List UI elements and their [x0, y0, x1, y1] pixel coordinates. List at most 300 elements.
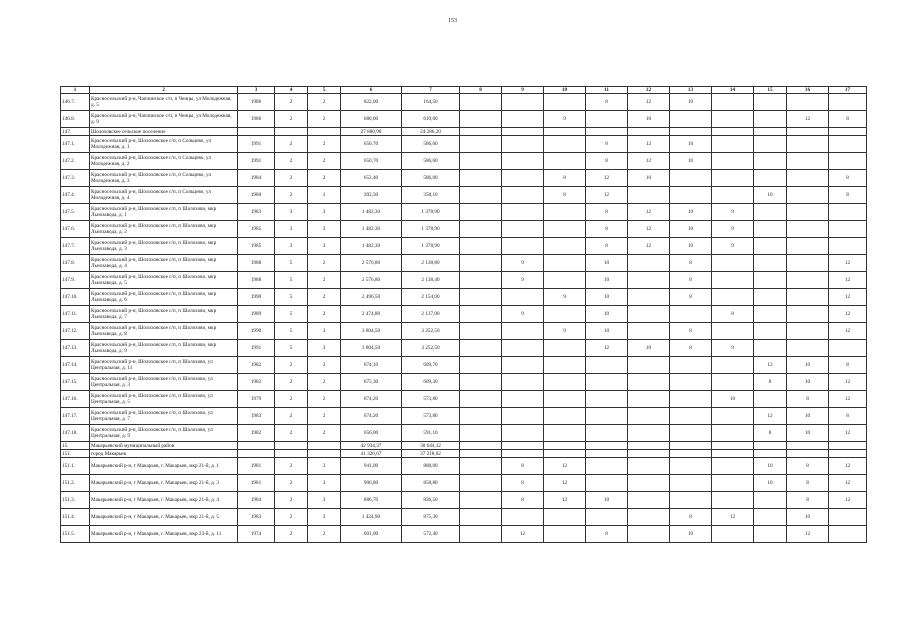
row-cell: 8	[787, 458, 829, 475]
column-header: 15	[754, 87, 787, 94]
row-cell	[628, 391, 670, 408]
row-cell	[460, 357, 502, 374]
table-row	[61, 128, 867, 136]
row-cell: 9	[712, 221, 754, 238]
row-cell: 906,80	[341, 475, 402, 492]
row-cell	[829, 94, 867, 111]
row-cell: 1983	[238, 408, 275, 425]
row-cell: 10	[670, 136, 712, 153]
row-address: город Макарьев	[90, 450, 238, 458]
row-address: Красносельский р-н, Шолоховское с/п, п Сольцево, ул Молодежная, д. 4	[90, 187, 238, 204]
row-cell	[829, 509, 867, 526]
row-number: 147.14.	[61, 357, 90, 374]
row-cell: 609,70	[402, 357, 460, 374]
row-cell: 1979	[238, 391, 275, 408]
row-cell	[712, 111, 754, 128]
row-address: Макарьевский муниципальный район	[90, 442, 238, 450]
row-number: 151.5.	[61, 526, 90, 543]
row-cell: 8	[670, 255, 712, 272]
row-cell	[754, 492, 787, 509]
row-cell	[787, 204, 829, 221]
column-header: 11	[586, 87, 628, 94]
row-number: 151.	[61, 450, 90, 458]
row-cell	[238, 450, 275, 458]
row-cell: 1	[308, 187, 341, 204]
row-address: Красносельский р-н, Чаплинское с/п, п Ченцы, ул Молодежная, д. 9	[90, 111, 238, 128]
row-cell	[460, 187, 502, 204]
row-cell	[829, 238, 867, 255]
row-cell: 10	[586, 255, 628, 272]
row-cell	[460, 272, 502, 289]
row-cell: 2	[308, 153, 341, 170]
row-cell: 650,70	[341, 153, 402, 170]
row-cell: 12	[628, 238, 670, 255]
row-cell: 392,30	[341, 187, 402, 204]
row-cell: 10	[586, 492, 628, 509]
row-cell: 8	[586, 238, 628, 255]
row-cell	[787, 136, 829, 153]
row-cell: 12	[787, 526, 829, 543]
row-cell	[712, 323, 754, 340]
row-cell: 3	[308, 204, 341, 221]
row-cell	[502, 111, 544, 128]
row-cell	[628, 323, 670, 340]
row-cell: 10	[586, 323, 628, 340]
row-cell: 12	[829, 475, 867, 492]
row-cell	[787, 255, 829, 272]
row-number: 147.9.	[61, 272, 90, 289]
row-cell	[502, 94, 544, 111]
row-number: 147.1.	[61, 136, 90, 153]
row-cell: 1986	[238, 111, 275, 128]
row-cell: 10	[586, 306, 628, 323]
row-cell: 41 326,67	[341, 450, 402, 458]
row-cell	[308, 128, 341, 136]
row-cell: 3	[308, 492, 341, 509]
row-number: 147.7.	[61, 238, 90, 255]
row-cell: 2 576,80	[341, 255, 402, 272]
row-cell: 8	[670, 509, 712, 526]
row-cell: 8	[670, 272, 712, 289]
row-cell: 2	[275, 94, 308, 111]
row-cell: 680,00	[341, 111, 402, 128]
row-cell	[712, 450, 754, 458]
row-cell	[754, 204, 787, 221]
row-cell: 656,00	[341, 425, 402, 442]
row-cell: 1984	[238, 170, 275, 187]
row-cell: 38 644,12	[402, 442, 460, 450]
row-cell	[544, 153, 586, 170]
row-cell	[712, 187, 754, 204]
row-number: 147.5.	[61, 204, 90, 221]
row-cell: 2	[275, 425, 308, 442]
row-address: Макарьевский р-н, г Макарьев, г. Макарьев, мкр 21-й, д. 1	[90, 458, 238, 475]
row-cell	[460, 153, 502, 170]
row-cell	[712, 408, 754, 425]
row-cell: 10	[670, 204, 712, 221]
row-cell: 2	[275, 475, 308, 492]
row-cell	[754, 111, 787, 128]
row-cell	[628, 289, 670, 306]
row-cell: 8	[544, 187, 586, 204]
row-cell: 24 286,20	[402, 128, 460, 136]
row-cell	[712, 475, 754, 492]
row-cell: 2	[308, 94, 341, 111]
row-cell	[754, 306, 787, 323]
table-row	[61, 153, 867, 170]
row-cell	[754, 272, 787, 289]
row-cell: 591,10	[402, 425, 460, 442]
table-row	[61, 374, 867, 391]
column-header: 8	[460, 87, 502, 94]
row-cell: 12	[502, 526, 544, 543]
row-address: Красносельский р-н, Шолоховское с/п, п Шолохово, ул Центральная, д. 3	[90, 374, 238, 391]
row-cell: 675,30	[341, 374, 402, 391]
row-cell: 12	[829, 492, 867, 509]
row-address: Макарьевский р-н, г Макарьев, г. Макарьев, мкр 21-й, д. 4	[90, 492, 238, 509]
table-row	[61, 492, 867, 509]
row-cell: 822,00	[341, 94, 402, 111]
table-row	[61, 442, 867, 450]
row-cell: 8	[829, 357, 867, 374]
row-cell	[586, 374, 628, 391]
row-cell	[460, 442, 502, 450]
row-cell: 27 880,90	[341, 128, 402, 136]
row-cell: 674,20	[341, 408, 402, 425]
row-cell: 2	[308, 255, 341, 272]
row-cell: 2	[275, 187, 308, 204]
table-row	[61, 458, 867, 475]
table-row	[61, 111, 867, 128]
row-cell	[460, 111, 502, 128]
row-cell: 42 934,37	[341, 442, 402, 450]
row-cell: 12	[544, 458, 586, 475]
column-header: 1	[61, 87, 90, 94]
row-cell	[586, 128, 628, 136]
row-cell	[460, 425, 502, 442]
row-cell	[460, 289, 502, 306]
row-cell	[586, 408, 628, 425]
row-cell: 941,00	[341, 458, 402, 475]
row-cell: 1990	[238, 323, 275, 340]
row-cell	[544, 128, 586, 136]
row-cell: 2	[308, 374, 341, 391]
row-cell: 8	[586, 136, 628, 153]
row-cell	[502, 170, 544, 187]
row-cell: 37 218,02	[402, 450, 460, 458]
row-cell	[670, 391, 712, 408]
row-number: 147.4.	[61, 187, 90, 204]
row-cell: 3	[275, 204, 308, 221]
row-cell: 2	[275, 374, 308, 391]
row-cell: 2 474,80	[341, 306, 402, 323]
row-cell	[628, 357, 670, 374]
page-number: 153	[448, 18, 457, 24]
row-cell	[670, 450, 712, 458]
row-cell: 8	[670, 289, 712, 306]
row-cell: 5	[275, 306, 308, 323]
row-cell: 2 576,80	[341, 272, 402, 289]
row-address: Красносельский р-н, Шолоховское с/п, п Шолохово, мкр Льнозавода, д. 2	[90, 221, 238, 238]
table-row	[61, 187, 867, 204]
row-cell: 2	[308, 425, 341, 442]
row-cell: 1983	[238, 509, 275, 526]
row-cell	[829, 136, 867, 153]
row-cell	[544, 526, 586, 543]
row-cell: 674,20	[341, 391, 402, 408]
row-cell	[502, 136, 544, 153]
column-header: 12	[628, 87, 670, 94]
row-cell	[754, 391, 787, 408]
row-cell: 888,00	[402, 458, 460, 475]
row-cell: 12	[829, 272, 867, 289]
row-cell: 8	[829, 187, 867, 204]
column-header: 13	[670, 87, 712, 94]
row-cell: 858,80	[402, 475, 460, 492]
row-cell	[712, 374, 754, 391]
row-cell: 1991	[238, 340, 275, 357]
row-cell: 12	[829, 374, 867, 391]
row-cell: 1974	[238, 526, 275, 543]
row-cell	[670, 170, 712, 187]
row-cell	[628, 255, 670, 272]
row-cell	[460, 221, 502, 238]
row-cell: 164,50	[402, 94, 460, 111]
row-cell	[628, 458, 670, 475]
row-number: 151.1.	[61, 458, 90, 475]
row-cell	[787, 187, 829, 204]
row-cell: 10	[754, 475, 787, 492]
row-cell: 3	[308, 458, 341, 475]
row-address: Шолоховское сельское поселение	[90, 128, 238, 136]
row-cell: 2 154,00	[402, 289, 460, 306]
row-cell: 1981	[238, 475, 275, 492]
row-cell: 609,30	[402, 374, 460, 391]
row-cell: 572,40	[402, 526, 460, 543]
row-cell	[502, 238, 544, 255]
table-row	[61, 238, 867, 255]
column-header: 7	[402, 87, 460, 94]
row-cell	[544, 374, 586, 391]
row-cell	[544, 94, 586, 111]
row-cell: 5	[275, 340, 308, 357]
header-row	[61, 87, 867, 94]
row-cell: 5	[275, 323, 308, 340]
row-cell: 12	[628, 221, 670, 238]
row-number: 151.4.	[61, 509, 90, 526]
row-cell: 2	[275, 136, 308, 153]
row-cell: 650,70	[341, 136, 402, 153]
row-cell: 2	[308, 170, 341, 187]
row-number: 147.	[61, 128, 90, 136]
row-cell	[829, 221, 867, 238]
row-cell: 8	[544, 170, 586, 187]
row-cell	[460, 458, 502, 475]
row-cell: 3	[308, 509, 341, 526]
row-address: Красносельский р-н, Шолоховское с/п, п Сольцево, ул Молодежная, д. 1	[90, 136, 238, 153]
row-cell	[544, 509, 586, 526]
row-cell: 12	[628, 153, 670, 170]
row-cell	[460, 340, 502, 357]
column-header: 17	[829, 87, 867, 94]
row-cell	[787, 221, 829, 238]
row-cell	[586, 458, 628, 475]
row-cell	[754, 289, 787, 306]
row-cell	[502, 374, 544, 391]
row-cell	[628, 306, 670, 323]
row-number: 147.12.	[61, 323, 90, 340]
row-cell: 3	[275, 238, 308, 255]
row-cell	[787, 238, 829, 255]
row-cell	[460, 323, 502, 340]
column-header: 16	[787, 87, 829, 94]
row-cell: 3 252,50	[402, 340, 460, 357]
row-cell: 8	[586, 204, 628, 221]
row-cell: 8	[754, 425, 787, 442]
row-cell: 586,60	[402, 136, 460, 153]
row-address: Красносельский р-н, Шолоховское с/п, п Шолохово, мкр Льнозавода, д. 1	[90, 204, 238, 221]
row-cell	[502, 425, 544, 442]
row-cell: 2	[308, 272, 341, 289]
row-cell	[460, 391, 502, 408]
row-cell	[829, 128, 867, 136]
row-cell	[787, 442, 829, 450]
row-cell: 10	[787, 408, 829, 425]
row-cell: 10	[787, 374, 829, 391]
table-row	[61, 289, 867, 306]
row-cell: 8	[829, 111, 867, 128]
row-cell	[628, 492, 670, 509]
row-cell: 1985	[238, 221, 275, 238]
row-cell	[460, 204, 502, 221]
row-cell: 3	[308, 323, 341, 340]
row-number: 147.13.	[61, 340, 90, 357]
row-cell: 1980	[238, 187, 275, 204]
row-cell	[502, 450, 544, 458]
table-row	[61, 204, 867, 221]
row-cell: 12	[787, 111, 829, 128]
row-cell: 9	[712, 204, 754, 221]
row-cell	[544, 255, 586, 272]
row-cell	[586, 509, 628, 526]
table-row	[61, 255, 867, 272]
row-cell: 10	[754, 458, 787, 475]
row-cell: 1 482,30	[341, 238, 402, 255]
row-cell	[754, 450, 787, 458]
row-number: 147.18.	[61, 425, 90, 442]
row-cell: 601,00	[341, 526, 402, 543]
row-cell: 12	[829, 306, 867, 323]
row-cell	[502, 357, 544, 374]
row-cell	[238, 442, 275, 450]
row-address: Красносельский р-н, Шолоховское с/п, п Сольцево, ул Молодежная, д. 3	[90, 170, 238, 187]
row-cell	[829, 450, 867, 458]
row-cell: 10	[754, 187, 787, 204]
row-cell: 3	[308, 221, 341, 238]
row-cell: 2	[308, 111, 341, 128]
row-cell: 1 424,90	[341, 509, 402, 526]
row-cell: 1 378,90	[402, 238, 460, 255]
row-address: Красносельский р-н, Шолоховское с/п, п Шолохово, мкр Льнозавода, д. 7	[90, 306, 238, 323]
row-cell: 1991	[238, 136, 275, 153]
row-cell	[670, 492, 712, 509]
row-cell	[787, 128, 829, 136]
row-number: 146.8.	[61, 111, 90, 128]
row-cell: 9	[544, 289, 586, 306]
row-cell	[460, 450, 502, 458]
row-cell	[460, 526, 502, 543]
row-cell	[712, 255, 754, 272]
row-cell: 8	[586, 94, 628, 111]
row-cell	[670, 425, 712, 442]
row-address: Красносельский р-н, Шолоховское с/п, п Шолохово, мкр Льнозавода, д. 9	[90, 340, 238, 357]
row-cell	[712, 272, 754, 289]
row-cell: 610,00	[402, 111, 460, 128]
row-cell	[544, 425, 586, 442]
row-address: Макарьевский р-н, г Макарьев, г. Макарьев, мкр 21-й, д. 3	[90, 475, 238, 492]
row-cell: 3	[308, 475, 341, 492]
row-cell	[754, 128, 787, 136]
row-cell: 10	[628, 111, 670, 128]
row-cell: 3	[308, 340, 341, 357]
row-cell: 2	[275, 458, 308, 475]
row-number: 147.16.	[61, 391, 90, 408]
row-cell	[460, 238, 502, 255]
row-cell: 10	[670, 221, 712, 238]
row-cell: 10	[787, 509, 829, 526]
row-cell: 836,50	[402, 492, 460, 509]
row-cell: 1988	[238, 272, 275, 289]
row-cell: 1982	[238, 374, 275, 391]
row-cell: 9	[502, 306, 544, 323]
row-number: 15.	[61, 442, 90, 450]
row-cell	[754, 255, 787, 272]
table-row	[61, 475, 867, 492]
row-cell	[787, 94, 829, 111]
row-number: 147.15.	[61, 374, 90, 391]
row-cell: 1 482,30	[341, 204, 402, 221]
row-address: Красносельский р-н, Чаплинское с/п, п Ченцы, ул Молодежная, д. 5	[90, 94, 238, 111]
row-cell	[787, 170, 829, 187]
row-cell: 886,70	[341, 492, 402, 509]
row-cell: 8	[787, 475, 829, 492]
row-cell: 3	[308, 238, 341, 255]
row-cell	[586, 111, 628, 128]
row-cell	[829, 204, 867, 221]
table-row	[61, 306, 867, 323]
row-cell	[586, 475, 628, 492]
column-header: 10	[544, 87, 586, 94]
row-cell: 2	[308, 136, 341, 153]
row-cell	[544, 221, 586, 238]
row-cell: 1 378,90	[402, 221, 460, 238]
row-cell: 9	[544, 111, 586, 128]
row-cell	[275, 442, 308, 450]
row-cell: 9	[502, 255, 544, 272]
row-cell	[829, 526, 867, 543]
row-cell: 2	[308, 408, 341, 425]
row-cell	[308, 442, 341, 450]
row-cell: 2	[308, 526, 341, 543]
row-cell	[628, 442, 670, 450]
row-cell: 8	[829, 408, 867, 425]
row-cell	[754, 323, 787, 340]
row-cell: 12	[754, 357, 787, 374]
row-address: Красносельский р-н, Шолоховское с/п, п Шолохово, ул Центральная, д. 11	[90, 357, 238, 374]
row-cell: 10	[670, 153, 712, 170]
row-cell: 586,00	[402, 170, 460, 187]
row-address: Красносельский р-н, Шолоховское с/п, п Шолохово, мкр Льнозавода, д. 3	[90, 238, 238, 255]
